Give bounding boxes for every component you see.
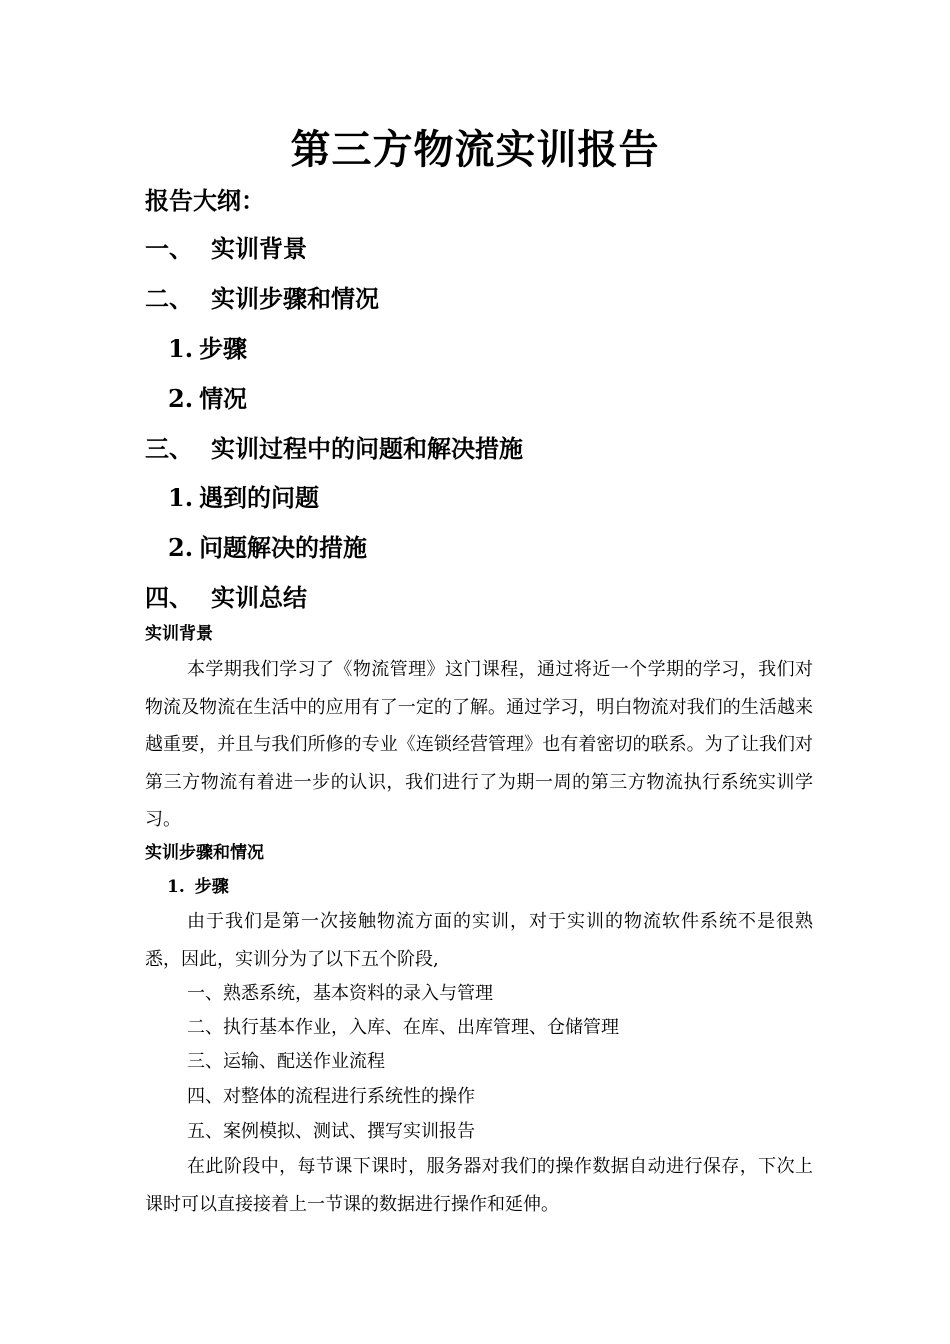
outline-item-number: 三、 bbox=[145, 434, 193, 463]
stage-item-5: 五、案例模拟、测试、撰写实训报告 bbox=[187, 1121, 475, 1142]
outline-item-number: 一、 bbox=[145, 234, 193, 263]
stages-closing-paragraph: 在此阶段中，每节课下课时，服务器对我们的操作数据自动进行保存，下次上课时可以直接接着上一节课的数据进行操作和延伸。 bbox=[145, 1156, 813, 1215]
outline-item-1 bbox=[145, 232, 307, 266]
outline-subitem-3-2 bbox=[168, 531, 367, 565]
document-title: 第三方物流实训报告 bbox=[290, 126, 660, 173]
outline-item-text: 实训过程中的问题和解决措施 bbox=[211, 434, 523, 463]
outline-subitem-3-1 bbox=[168, 481, 319, 515]
outline-item-text: 遇到的问题 bbox=[199, 483, 320, 512]
subsection-number: 1. bbox=[167, 877, 185, 897]
outline-item-number: 1. bbox=[168, 483, 194, 512]
stage-item-3: 三、运输、配送作业流程 bbox=[187, 1051, 385, 1072]
outline-label: 报告大纲： bbox=[145, 186, 265, 215]
stage-item-2: 二、执行基本作业，入库、在库、出库管理、仓储管理 bbox=[187, 1017, 619, 1038]
outline-item-text: 实训总结 bbox=[211, 583, 307, 612]
outline-subitem-2-1 bbox=[168, 332, 247, 366]
section-heading-background: 实训背景 bbox=[145, 624, 213, 644]
subsection-heading-steps bbox=[167, 875, 229, 899]
outline-item-number: 2. bbox=[168, 384, 194, 413]
outline-item-text: 实训背景 bbox=[211, 234, 307, 263]
background-paragraph: 本学期我们学习了《物流管理》这门课程，通过将近一个学期的学习，我们对物流及物流在生活中的应用有了一定的了解。通过学习，明白物流对我们的生活越来越重要，并且与我们所修的专业《连锁经营管理》也有着密切的联系。为了让我们对第三方物流有着进一步的认识，我们进行了为期一周的第三方物流执行系统实训学习。 bbox=[145, 659, 813, 830]
stage-item-4: 四、对整体的流程进行系统性的操作 bbox=[187, 1086, 475, 1107]
subsection-title: 步骤 bbox=[194, 877, 229, 897]
outline-item-3 bbox=[145, 432, 523, 466]
outline-item-text: 问题解决的措施 bbox=[199, 533, 368, 562]
outline-item-number: 四、 bbox=[145, 583, 193, 612]
steps-intro-paragraph: 由于我们是第一次接触物流方面的实训，对于实训的物流软件系统不是很熟悉，因此，实训分为了以下五个阶段, bbox=[145, 911, 813, 970]
outline-item-number: 2. bbox=[168, 533, 194, 562]
outline-item-number: 1. bbox=[168, 334, 194, 363]
outline-item-text: 情况 bbox=[199, 384, 248, 413]
stage-item-1: 一、熟悉系统，基本资料的录入与管理 bbox=[187, 983, 493, 1004]
outline-subitem-2-2 bbox=[168, 382, 247, 416]
outline-item-2 bbox=[145, 282, 379, 316]
section-heading-steps: 实训步骤和情况 bbox=[145, 843, 264, 863]
outline-item-4 bbox=[145, 581, 307, 615]
outline-item-number: 二、 bbox=[145, 284, 193, 313]
outline-item-text: 步骤 bbox=[199, 334, 248, 363]
outline-item-text: 实训步骤和情况 bbox=[211, 284, 379, 313]
